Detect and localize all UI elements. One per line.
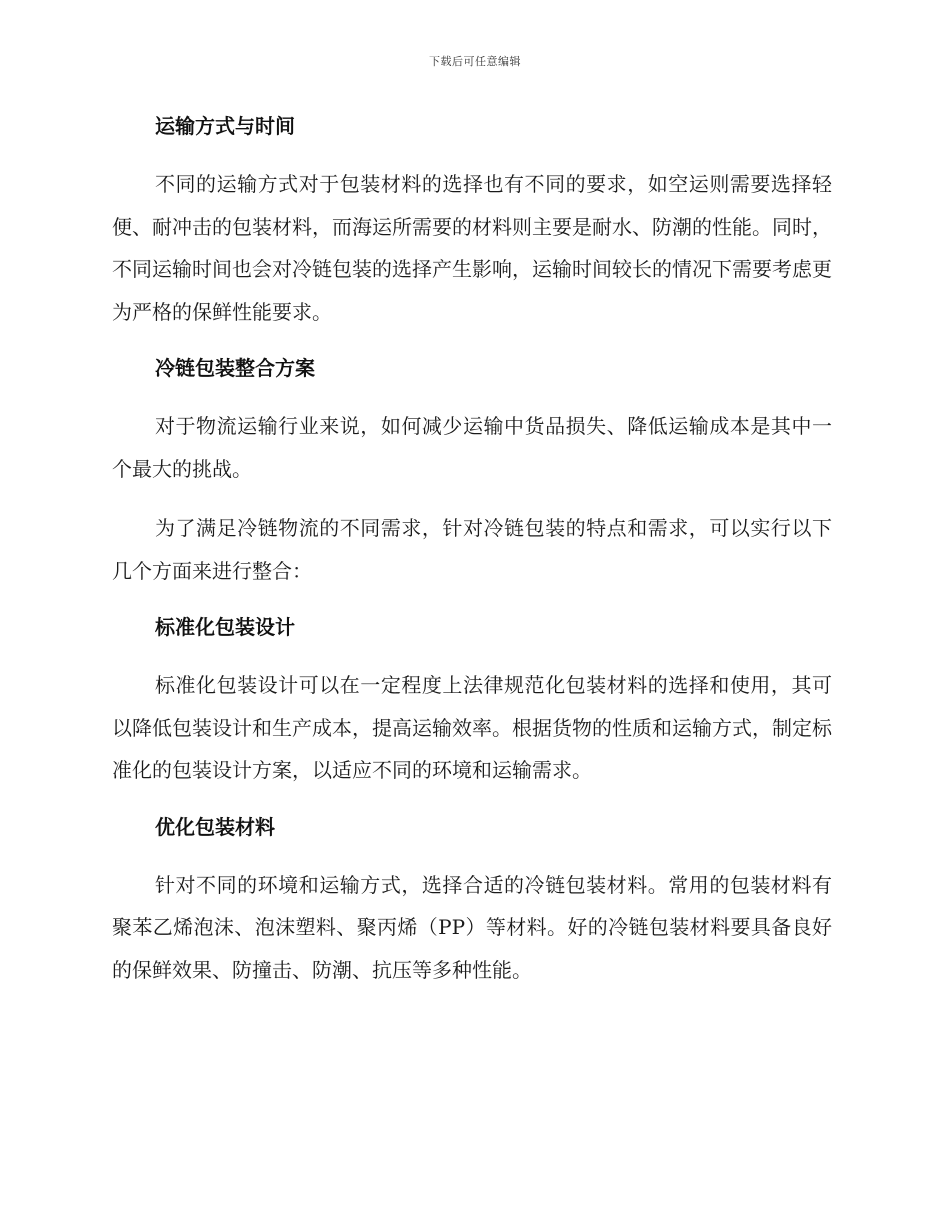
document-body <box>112 108 832 1008</box>
section-heading-integration: 冷链包装整合方案 <box>155 356 315 380</box>
section-heading-materials: 优化包装材料 <box>155 814 275 839</box>
page-header: 下载后可任意编辑 <box>429 55 521 68</box>
paragraph-transport: 不同的运输方式对于包装材料的选择也有不同的要求，如空运则需要选择轻便、耐冲击的包装材料，而海运所需要的材料则主要是耐水、防潮的性能。同时，不同运输时间也会对冷链包装的选择产生影响，运输时间较长的情况下需要考虑更为严格的保鲜性能要求。 <box>112 172 832 324</box>
paragraph-integration-aspects: 为了满足冷链物流的不同需求，针对冷链包装的特点和需求，可以实行以下几个方面来进行整合： <box>112 516 832 583</box>
paragraph-materials: 针对不同的环境和运输方式，选择合适的冷链包装材料。常用的包装材料有聚苯乙烯泡沫、泡沫塑料、聚丙烯（PP）等材料。好的冷链包装材料要具备良好的保鲜效果、防撞击、防潮、抗压等多种性能。 <box>112 872 832 982</box>
section-heading-transport: 运输方式与时间 <box>155 114 295 138</box>
section-heading-standardization: 标准化包装设计 <box>155 615 295 639</box>
paragraph-standardization: 标准化包装设计可以在一定程度上法律规范化包装材料的选择和使用，其可以降低包装设计和生产成本，提高运输效率。根据货物的性质和运输方式，制定标准化的包装设计方案，以适应不同的环境和运输需求。 <box>112 673 832 782</box>
paragraph-integration-challenge: 对于物流运输行业来说，如何减少运输中货品损失、降低运输成本是其中一个最大的挑战。 <box>112 414 832 481</box>
